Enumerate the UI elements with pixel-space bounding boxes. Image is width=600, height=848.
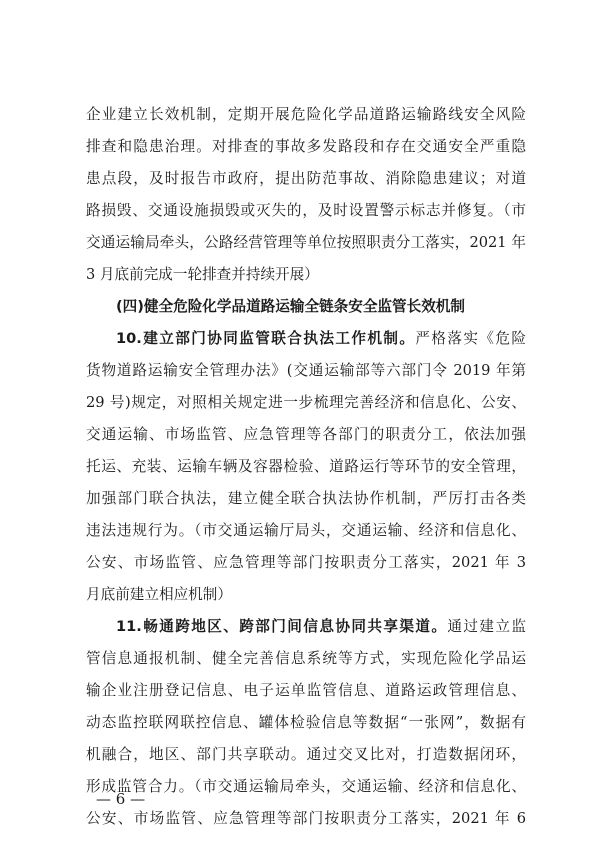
item11-title: 11.畅通跨地区、跨部门间信息协同共享渠道。	[116, 618, 448, 635]
section-heading: (四)健全危险化学品道路运输全链条安全监管长效机制	[116, 298, 465, 315]
item10-line-6: 加强部门联合执法，建立健全联合执法协作机制，严厉打击各类	[86, 490, 526, 507]
para1-line-5: 交通运输局牵头，公路经营管理等单位按照职责分工落实，2021 年	[86, 234, 526, 251]
item10-line-5: 托运、充装、运输车辆及容器检验、道路运行等环节的安全管理，	[86, 458, 526, 475]
item11-first-line	[116, 612, 526, 642]
item11-line-2: 管信息通报机制、健全完善信息系统等方式，实现危险化学品运	[86, 650, 526, 667]
item11-line-5: 机融合，地区、部门共享联动。通过交叉比对，打造数据闭环，	[86, 746, 526, 763]
item11-line-6: 形成监管合力。（市交通运输局牵头，交通运输、经济和信息化、	[86, 778, 526, 795]
para1-line-4: 路损毁、交通设施损毁或灭失的，及时设置警示标志并修复。（市	[86, 202, 526, 219]
para1-line-1: 企业建立长效机制，定期开展危险化学品道路运输路线安全风险	[86, 106, 526, 123]
item10-title: 10.建立部门协同监管联合执法工作机制。	[116, 330, 416, 347]
item10-line-8: 公安、市场监管、应急管理等部门按职责分工落实，2021 年 3	[86, 554, 526, 571]
item10-first-line-rest: 严格落实《危险	[415, 330, 526, 347]
item10-line-9: 月底前建立相应机制）	[86, 586, 232, 603]
item11-line-7: 公安、市场监管、应急管理等部门按职责分工落实，2021 年 6	[86, 810, 526, 827]
para1-line-3: 患点段，及时报告市政府，提出防范事故、消除隐患建议；对道	[86, 170, 526, 187]
page-number: — 6 —	[96, 790, 146, 808]
item10-line-4: 交通运输、市场监管、应急管理等各部门的职责分工，依法加强	[86, 426, 526, 443]
item11-line-4: 动态监控联网联控信息、罐体检验信息等数据“一张网”，数据有	[86, 714, 526, 731]
para1-line-2: 排查和隐患治理。对排查的事故多发路段和存在交通安全严重隐	[86, 138, 526, 155]
para1-line-6: 3 月底前完成一轮排查并持续开展）	[86, 266, 319, 283]
item11-first-line-rest: 通过建立监	[447, 618, 526, 635]
item10-line-7: 违法违规行为。（市交通运输厅局头，交通运输、经济和信息化、	[86, 522, 526, 539]
item11-line-3: 输企业注册登记信息、电子运单监管信息、道路运政管理信息、	[86, 682, 526, 699]
item10-line-3: 29 号)规定，对照相关规定进一步梳理完善经济和信息化、公安、	[86, 394, 526, 411]
item10-line-2: 货物道路运输安全管理办法》(交通运输部等六部门令 2019 年第	[86, 362, 526, 379]
item10-first-line	[116, 324, 526, 354]
